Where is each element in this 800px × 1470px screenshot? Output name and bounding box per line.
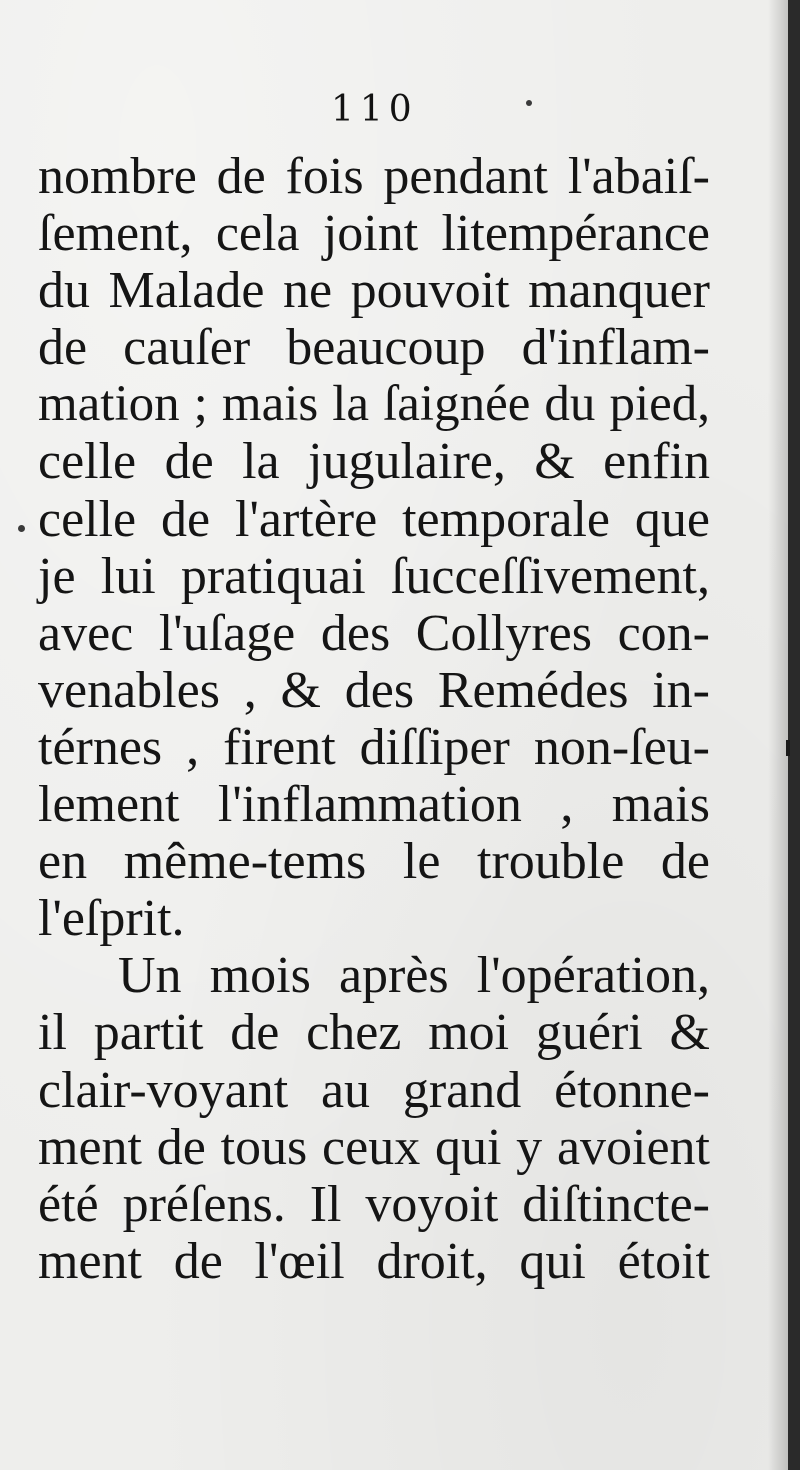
text-line: l'eſprit. [38, 890, 185, 948]
text-line: été préſens. Il voyoit diſtincte- [38, 1175, 710, 1233]
text-line: ment de l'œil droit, qui étoit [38, 1232, 710, 1290]
binding-mark [786, 740, 790, 756]
text-line: celle de l'artère temporale que [38, 490, 710, 548]
text-line: du Malade ne pouvoit manquer [38, 262, 710, 320]
text-line: venables , & des Remédes in- [38, 661, 710, 719]
text-line: avec l'uſage des Collyres con- [38, 604, 710, 662]
text-line: celle de la jugulaire, & enfin [38, 433, 710, 491]
text-line: ſement, cela joint litempérance [38, 205, 710, 263]
text-line: lement l'inflammation , mais [38, 776, 710, 834]
text-line: nombre de fois pendant l'abaiſ- [38, 148, 710, 205]
paragraph-first-line: Un mois après l'opération, [118, 947, 710, 1005]
text-line: térnes , firent diſſiper non-ſeu- [38, 718, 710, 776]
ink-speck [18, 525, 25, 532]
page-number: 110 [331, 89, 418, 130]
text-line: en même-tems le trouble de [38, 833, 710, 891]
text-line: il partit de chez moi guéri & [38, 1004, 710, 1062]
page-edge-shadow [768, 0, 788, 1470]
body-text [38, 148, 710, 1290]
text-line: clair-voyant au grand étonne- [38, 1061, 710, 1119]
text-line: je lui pratiquai ſucceſſivement, [38, 547, 710, 605]
ink-speck [526, 100, 532, 106]
text-line: mation ; mais la ſaignée du pied, [38, 376, 710, 433]
text-line: de cauſer beaucoup d'inflam- [38, 319, 710, 377]
text-line: ment de tous ceux qui y avoient [38, 1118, 710, 1176]
